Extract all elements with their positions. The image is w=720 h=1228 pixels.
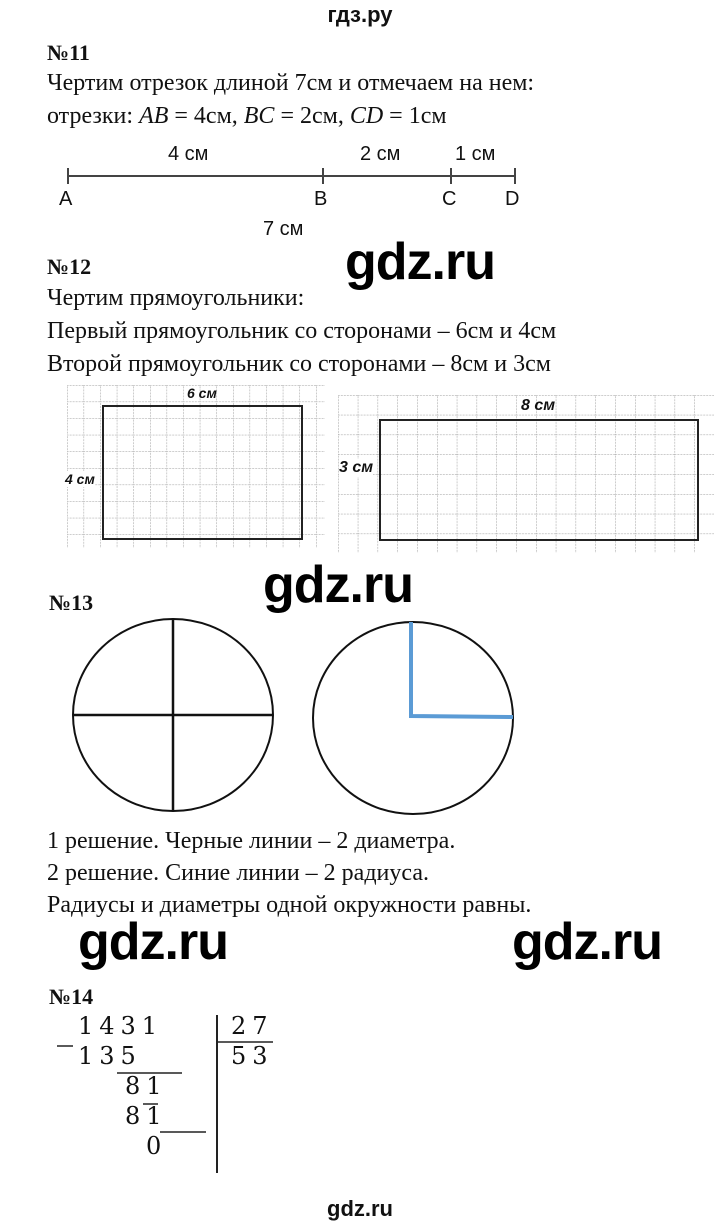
grid-paper-1: [67, 385, 327, 550]
task-13-title: №13: [49, 590, 94, 615]
point-b: B: [314, 188, 328, 210]
quotient: 53: [231, 1042, 274, 1070]
partial-remainder: 81: [125, 1072, 168, 1100]
rect1-width-label: 6 см: [187, 385, 217, 401]
task-14-title: №14: [49, 984, 94, 1009]
rectangle-2-figure: [338, 395, 716, 555]
rect2-width-label: 8 см: [521, 397, 556, 414]
watermark: gdz.ru: [263, 556, 413, 614]
label-ab-length: 4 см: [168, 143, 209, 165]
task-13-line2: 2 решение. Синие линии – 2 радиуса.: [47, 860, 429, 886]
rect2-height-label: 3 см: [339, 459, 374, 476]
radii-blue: [411, 622, 513, 717]
task-13-line3: Радиусы и диаметры одной окружности равны.: [47, 892, 532, 918]
label-cd-length: 1 см: [455, 143, 496, 165]
task-13-line1: 1 решение. Черные линии – 2 диаметра.: [47, 828, 456, 854]
long-division: [40, 1010, 300, 1180]
segment-line-graphic: [0, 0, 720, 250]
eq-ab: = 4см,: [168, 103, 244, 129]
segment-bc: BC: [243, 103, 275, 129]
watermark: gdz.ru: [345, 233, 495, 291]
rectangle-1-figure: [67, 385, 327, 550]
dividend: 1431: [78, 1012, 164, 1040]
site-footer: gdz.ru: [327, 1196, 393, 1221]
segment-diagram: [0, 0, 720, 250]
task-12-title: №12: [47, 254, 92, 279]
point-c: C: [442, 188, 457, 210]
label-bc-length: 2 см: [360, 143, 401, 165]
grid-paper-2: [338, 395, 716, 555]
task-12-line3: Второй прямоугольник со сторонами – 8см и 3см: [47, 351, 551, 377]
point-d: D: [505, 188, 520, 210]
rect1-height-label: 4 см: [65, 471, 95, 487]
line2-prefix: отрезки:: [47, 103, 140, 129]
remainder: 0: [146, 1132, 168, 1160]
divisor: 27: [231, 1012, 274, 1040]
watermark: gdz.ru: [78, 913, 228, 971]
circles-graphic: [0, 600, 720, 820]
segment-ab: AB: [139, 103, 169, 129]
watermark: gdz.ru: [512, 913, 662, 971]
eq-cd: = 1см: [383, 103, 447, 129]
task-11-line1: Чертим отрезок длиной 7см и отмечаем на нем:: [47, 70, 535, 96]
task-12-line1: Чертим прямоугольники:: [47, 285, 305, 311]
task-12-line2: Первый прямоугольник со сторонами – 6см и 4см: [47, 318, 557, 344]
subtrahend-1: 135: [78, 1042, 142, 1070]
label-total-length: 7 см: [263, 218, 304, 240]
circles-figure: [0, 600, 720, 820]
site-header: гдз.ру: [327, 2, 393, 27]
point-a: A: [59, 188, 73, 210]
segment-cd: CD: [349, 103, 384, 129]
eq-bc: = 2см,: [274, 103, 350, 129]
task-11-title: №11: [47, 40, 90, 65]
subtrahend-2: 81: [125, 1102, 168, 1130]
